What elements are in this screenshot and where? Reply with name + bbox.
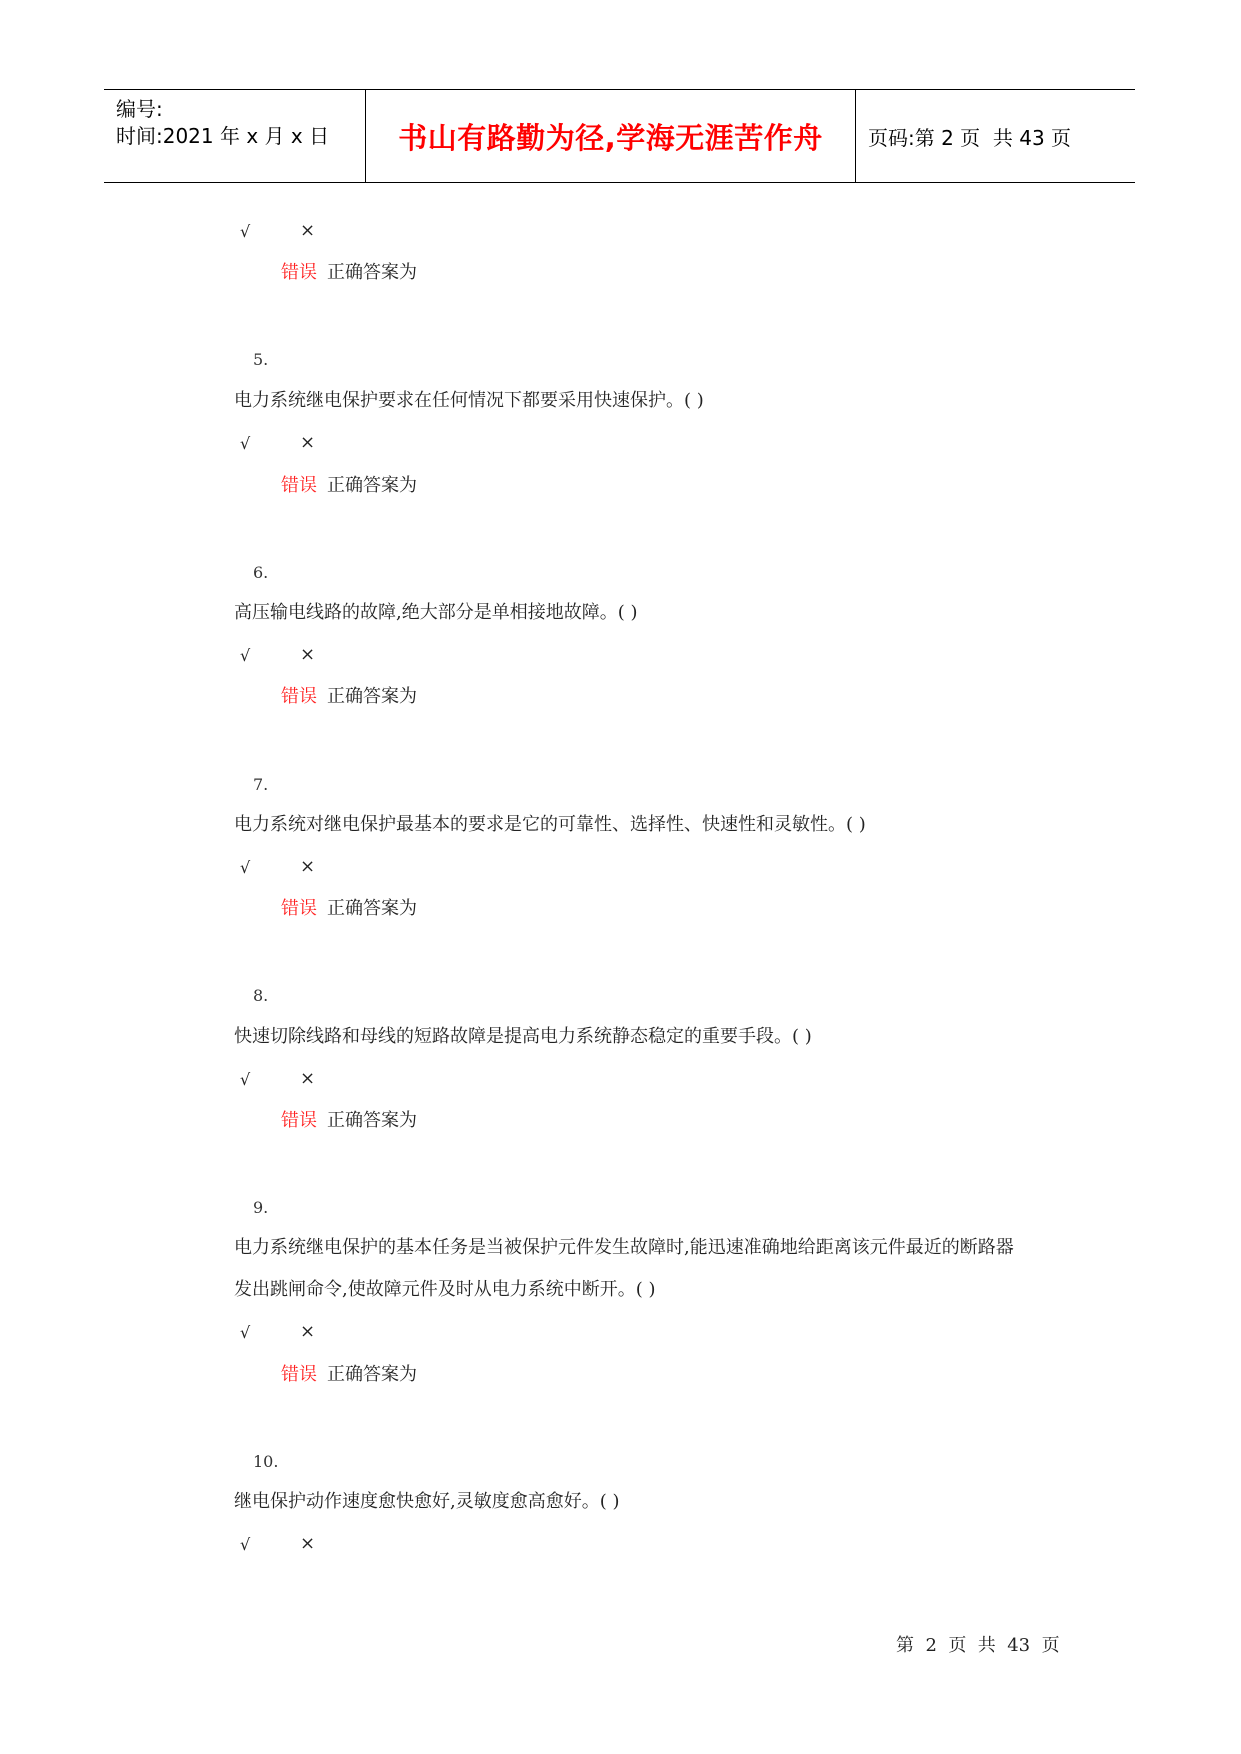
wrong-label: 错误 (281, 475, 317, 496)
option-true[interactable]: √ (240, 1070, 251, 1089)
page-footer: 第 2 页 共 43 页 (896, 1635, 1060, 1656)
wrong-label: 错误 (281, 262, 317, 283)
correct-answer-label: 正确答案为 (327, 262, 417, 283)
correct-answer-label: 正确答案为 (327, 898, 417, 919)
option-false[interactable]: × (300, 432, 316, 453)
option-false[interactable]: × (300, 220, 316, 241)
question-number: 10. (253, 1452, 279, 1471)
option-false[interactable]: × (300, 1068, 316, 1089)
option-false[interactable]: × (300, 1533, 316, 1554)
option-true[interactable]: √ (240, 646, 251, 665)
option-true[interactable]: √ (240, 1535, 251, 1554)
option-false[interactable]: × (300, 1321, 316, 1342)
correct-answer-label: 正确答案为 (327, 686, 417, 707)
header-meta-cell (104, 90, 366, 182)
page-info-text: 页码:第 2 页 共 43 页 (868, 125, 1072, 150)
question-text: 电力系统继电保护要求在任何情况下都要采用快速保护。( ) (234, 390, 704, 411)
wrong-label: 错误 (281, 898, 317, 919)
time-label: 时间:2021 年 x 月 x 日 (116, 124, 330, 148)
question-text: 快速切除线路和母线的短路故障是提高电力系统静态稳定的重要手段。( ) (234, 1026, 812, 1047)
option-true[interactable]: √ (240, 434, 251, 453)
wrong-label: 错误 (281, 686, 317, 707)
number-label: 编号: (116, 97, 163, 121)
question-text: 高压输电线路的故障,绝大部分是单相接地故障。( ) (234, 602, 638, 623)
page-header (104, 89, 1135, 183)
question-number: 9. (253, 1198, 269, 1217)
motto-cell (366, 90, 856, 182)
option-false[interactable]: × (300, 644, 316, 665)
wrong-label: 错误 (281, 1110, 317, 1131)
question-text: 电力系统对继电保护最基本的要求是它的可靠性、选择性、快速性和灵敏性。( ) (234, 814, 866, 835)
correct-answer-label: 正确答案为 (327, 1364, 417, 1385)
motto-text: 书山有路勤为径,学海无涯苦作舟 (398, 120, 823, 155)
question-text: 继电保护动作速度愈快愈好,灵敏度愈高愈好。( ) (234, 1491, 620, 1512)
question-text: 电力系统继电保护的基本任务是当被保护元件发生故障时,能迅速准确地给距离该元件最近的断路器 (234, 1237, 1014, 1258)
question-number: 6. (253, 563, 269, 582)
option-true[interactable]: √ (240, 222, 251, 241)
wrong-label: 错误 (281, 1364, 317, 1385)
option-true[interactable]: √ (240, 858, 251, 877)
correct-answer-label: 正确答案为 (327, 475, 417, 496)
question-number: 7. (253, 775, 269, 794)
option-true[interactable]: √ (240, 1323, 251, 1342)
correct-answer-label: 正确答案为 (327, 1110, 417, 1131)
option-false[interactable]: × (300, 856, 316, 877)
question-number: 5. (253, 350, 269, 369)
question-text-continued: 发出跳闸命令,使故障元件及时从电力系统中断开。( ) (234, 1279, 656, 1300)
question-number: 8. (253, 986, 269, 1005)
page-info-cell (856, 90, 1135, 182)
